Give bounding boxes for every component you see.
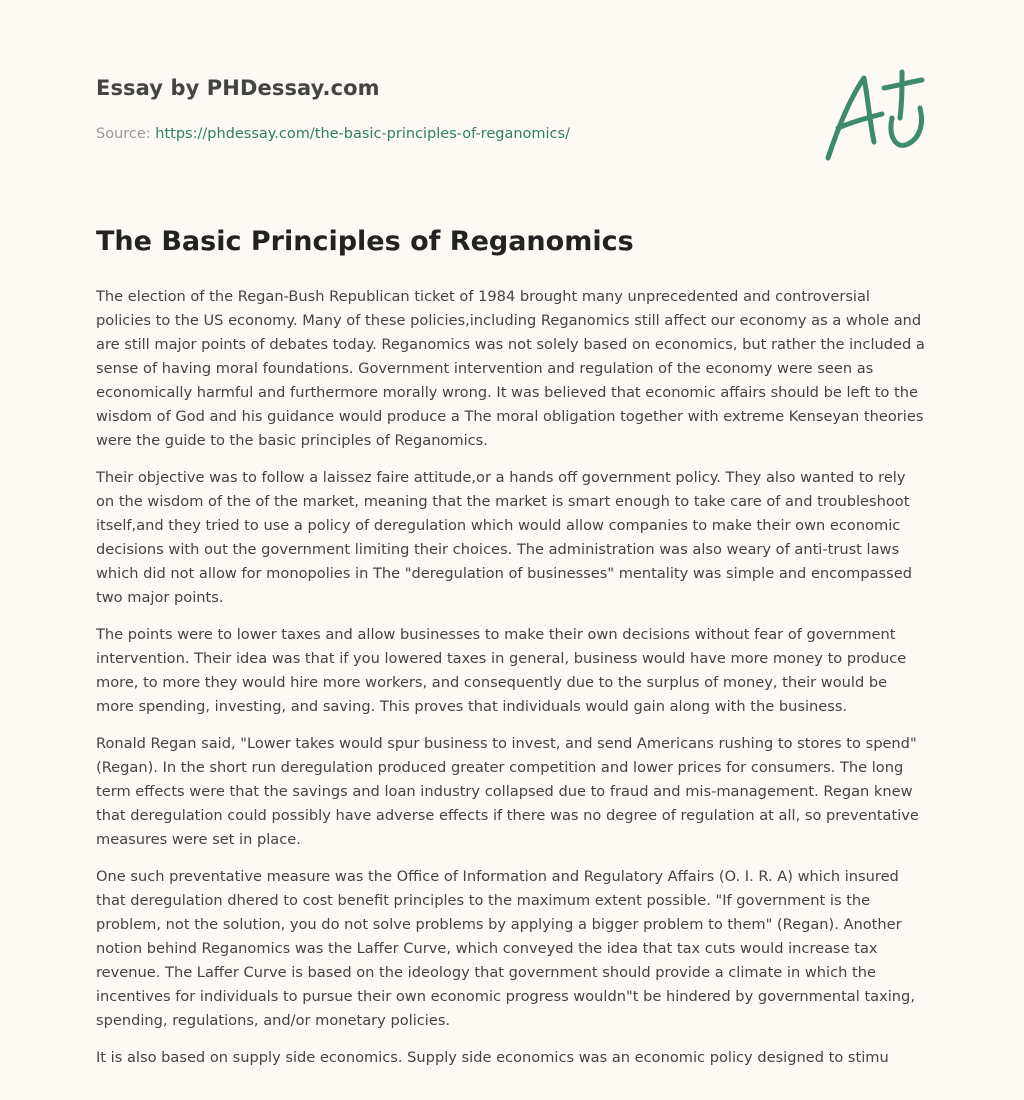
- source-link[interactable]: https://phdessay.com/the-basic-principles-of-reganomics/: [155, 126, 570, 142]
- essay-paragraph: One such preventative measure was the Office of Information and Regulatory Affairs (O. I. R. A) which insured that deregulation dhered to cost benefit principles to the maximum extent possible. "If government is the problem, not the solution, you do not solve problems by applying a bigger problem to them" (Regan). Another notion behind Reganomics was the Laffer Curve, which conveyed the idea that tax cuts would increase tax revenue. The Laffer Curve is based on the ideology that government should provide a climate in which the incentives for individuals to pursue their own economic progress wouldn"t be hindered by governmental taxing, spending, regulations, and/or monetary policies.: [96, 868, 915, 1029]
- essay-paragraph: It is also based on supply side economics. Supply side economics was an economic policy designed to stimu: [96, 1049, 889, 1066]
- essay-title: The Basic Principles of Reganomics: [96, 226, 634, 257]
- essay-paragraph: The points were to lower taxes and allow businesses to make their own decisions without fear of government intervention. Their idea was that if you lowered taxes in general, business would have more money to produce more, to more they would hire more workers, and consequently due to the surplus of money, their would be more spending, investing, and saving. This proves that individuals would gain along with the business.: [96, 626, 907, 715]
- essay-paragraph: The election of the Regan-Bush Republican ticket of 1984 brought many unprecedented and controversial policies to the US economy. Many of these policies,including Reganomics still affect our economy as a whole and are still major points of debates today. Reganomics was not solely based on economics, but rather the included a sense of having moral foundations. Government intervention and regulation of the economy were seen as economically harmful and furthermore morally wrong. It was believed that economic affairs should be left to the wisdom of God and his guidance would produce a The moral obligation together with extreme Kenseyan theories were the guide to the basic principles of Reganomics.: [96, 288, 925, 449]
- essay-paragraph: Their objective was to follow a laissez faire attitude,or a hands off government policy. They also wanted to rely on the wisdom of the of the market, meaning that the market is smart enough to take care of and troubleshoot itself,and they tried to use a policy of deregulation which would allow companies to make their own economic decisions with out the government limiting their choices. The administration was also weary of anti-trust laws which did not allow for monopolies in The "deregulation of businesses" mentality was simple and encompassed two major points.: [96, 469, 912, 606]
- essay-header: [96, 76, 936, 142]
- source-label: Source:: [96, 126, 151, 142]
- a-plus-logo-icon: [822, 68, 926, 164]
- essay-body: [96, 285, 928, 1083]
- source-line: [96, 126, 936, 142]
- brand-title: Essay by PHDessay.com: [96, 76, 380, 100]
- essay-paragraph: Ronald Regan said, "Lower takes would spur business to invest, and send Americans rushing to stores to spend" (Regan). In the short run deregulation produced greater competition and lower prices for consumers. The long term effects were that the savings and loan industry collapsed due to fraud and mis-management. Regan knew that deregulation could possibly have adverse effects if there was no degree of regulation at all, so preventative measures were set in place.: [96, 735, 919, 848]
